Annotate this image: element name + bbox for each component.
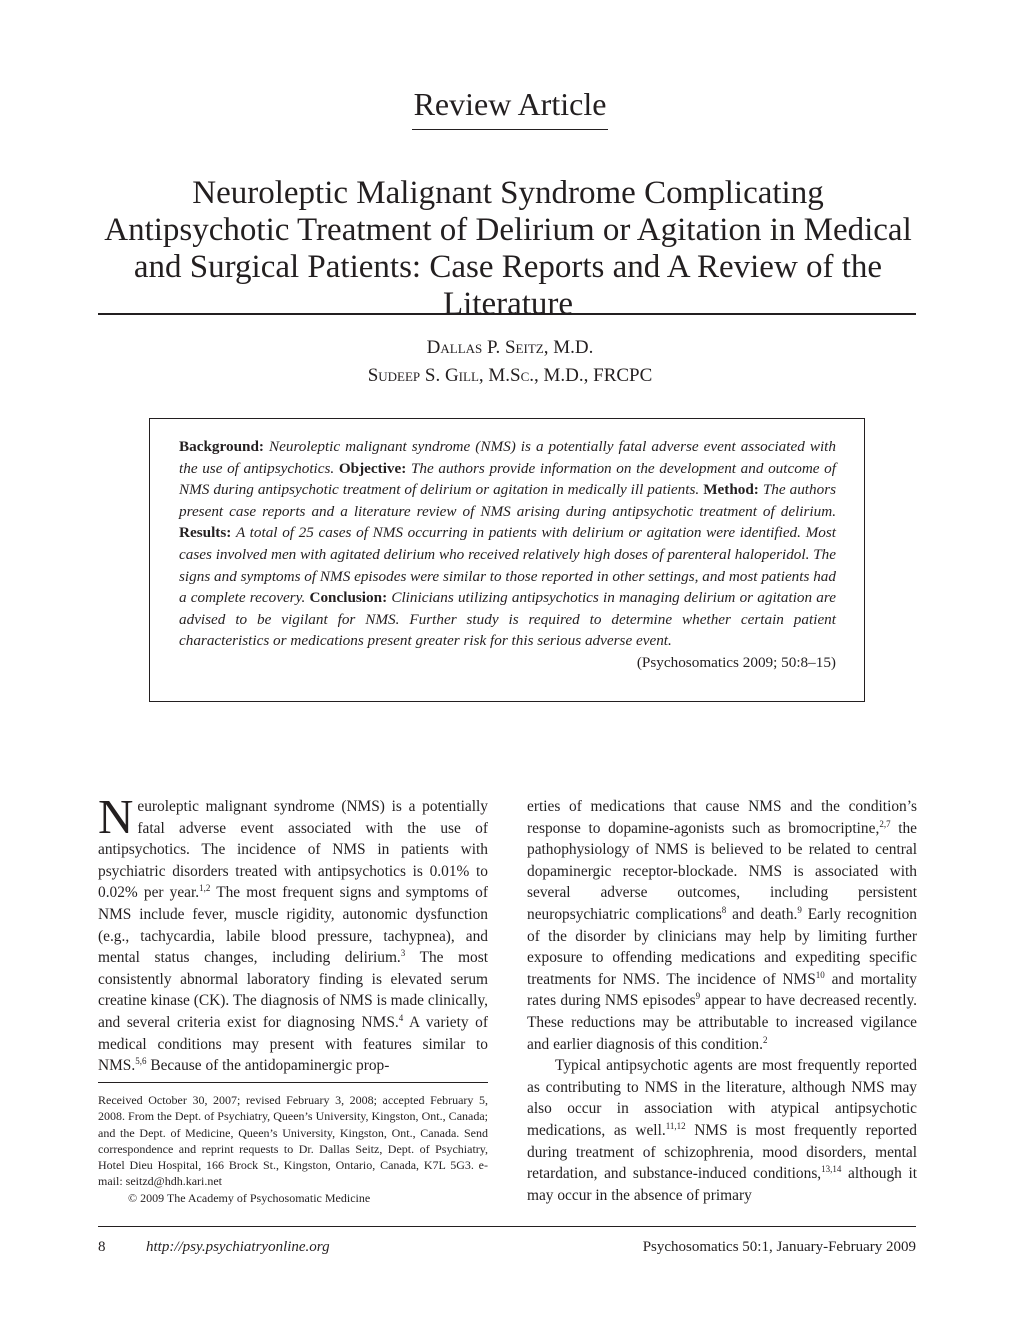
citation-ref: 13,14 (821, 1164, 842, 1175)
article-footnote (98, 1092, 488, 1206)
page-number: 8 (98, 1239, 106, 1255)
text-run: The most frequent signs and symptoms of NMS include fever, muscle rigidity, autonomic dysfunction (e.g., tachycardia, labile blood pressure, tachypnea), and mental status changes, including delirium. (98, 884, 488, 967)
journal-issue: Psychosomatics 50:1, January-February 2009 (642, 1239, 916, 1255)
text-run: Because of the antidopaminergic prop- (146, 1057, 390, 1075)
abstract-citation: (Psychosomatics 2009; 50:8–15) (636, 653, 836, 671)
author-list (0, 334, 1020, 390)
abstract-results-label: Results: (179, 524, 232, 542)
footnote-divider (98, 1082, 488, 1083)
abstract-objective-text: The authors provide information on the development and outcome of NMS during antipsychotic treatment of delirium or agitation in medically ill patients. (179, 459, 836, 499)
text-run: A variety of medical conditions may present with features similar to NMS. (98, 1013, 488, 1075)
citation-ref: 2 (762, 1034, 768, 1045)
abstract-box (149, 418, 865, 702)
text-run: appear to have decreased recently. These reductions may be attributable to increased vigilance and earlier diagnosis of this condition. (527, 992, 918, 1053)
body-column-right (527, 796, 917, 1206)
citation-ref: 3 (400, 948, 406, 959)
author-2: Sudeep S. Gill, M.Sc., M.D., FRCPC (367, 365, 653, 386)
journal-url-link[interactable]: http://psy.psychiatryonline.org (146, 1239, 330, 1255)
abstract-text (179, 436, 836, 652)
citation-ref: 11,12 (665, 1120, 686, 1131)
body-paragraph (527, 796, 917, 1055)
section-label-text: Review Article (412, 84, 609, 130)
abstract-objective-label: Objective: (338, 459, 407, 477)
author-1: Dallas P. Seitz, M.D. (426, 337, 594, 358)
text-run: Typical antipsychotic agents are most frequently reported as contributing to NMS in the literature, although NMS may also occur in association with atypical antipsychotic medications, as well. (527, 1057, 917, 1139)
citation-ref: 4 (398, 1012, 404, 1023)
article-title: Neuroleptic Malignant Syndrome Complicating Antipsychotic Treatment of Delirium or Agitation in Medical and Surgical Patients: Case Reports and A Review of the Literature (104, 175, 912, 322)
abstract-results-text: A total of 25 cases of NMS occurring in patients with delirium or agitation were identified. Most cases involved men with agitated delirium who received relatively high doses of parenteral haloperidol. The signs and symptoms of NMS episodes were similar to those reported in other settings, and most patients had a complete recovery. (179, 524, 837, 607)
abstract-conclusion-text: Clinicians utilizing antipsychotics in managing delirium or agitation are advised to be vigilant for NMS. Further study is required to determine whether certain patient characteristics or medications present greater risk for this serious adverse event. (179, 589, 836, 650)
section-label (0, 84, 1020, 130)
title-divider (98, 313, 916, 315)
text-run: euroleptic malignant syndrome (NMS) is a potentially fatal adverse event associated with the use of antipsychotics. The incidence of NMS in patients with psychiatric disorders treated with antipsychotics is 0.01% to 0.02% per year. (98, 798, 488, 902)
body-paragraph (98, 789, 489, 1077)
citation-ref: 1,2 (199, 883, 211, 894)
footnote-received: Received October 30, 2007; revised February 3, 2008; accepted February 5, 2008. From the Dept. of Psychiatry, Queen’s University, Kingston, Ont., Canada; and the Dept. of Medicine, Queen’s University, Kingston, Ont., Canada. Send correspondence and reprint requests to Dr. Dallas Seitz, Dept. of Psychiatry, Hotel Dieu Hospital, 166 Brock St., Kingston, Ontario, Canada, K7L 5G3. e-mail: seitzd@hdh.kari.net (98, 1093, 488, 1189)
abstract-method-label: Method: (703, 481, 759, 499)
abstract-background-text: Neuroleptic malignant syndrome (NMS) is a potentially fatal adverse event associated with the use of antipsychotics. (179, 438, 836, 477)
citation-ref: 8 (721, 904, 727, 915)
text-run: although it may occur in the absence of primary (527, 1165, 918, 1204)
body-paragraph (527, 1055, 917, 1206)
citation-ref: 9 (695, 991, 701, 1002)
text-run: and mortality rates during NMS episodes (527, 970, 917, 1010)
text-run: The most consistently abnormal laboratory finding is elevated serum creatine kinase (CK). The diagnosis of NMS is made clinically, and several criteria exist for diagnosing NMS. (98, 949, 489, 1031)
footer-divider (98, 1226, 916, 1227)
drop-cap: N (98, 789, 134, 844)
body-column-left (98, 789, 489, 1077)
text-run: the pathophysiology of NMS is believed to be related to central dopaminergic receptor-blockade. NMS is associated with several adverse outcomes, including persistent neuropsychiatric complications (527, 819, 917, 923)
text-run: NMS is most frequently reported during treatment of schizophrenia, mood disorders, mental retardation, and substance-induced conditions, (527, 1121, 917, 1183)
abstract-method-text: The authors present case reports and a literature review of NMS arising during antipsychotic treatment of delirium. (179, 481, 837, 520)
text-run: and death. (726, 905, 798, 923)
citation-ref: 9 (797, 904, 802, 915)
citation-ref: 10 (815, 969, 825, 980)
citation-ref: 5,6 (135, 1056, 147, 1067)
abstract-background-label: Background: (179, 438, 264, 455)
text-run: Early recognition of the disorder by clinicians may help by limiting further exposure to offending medications and expediting specific treatments for NMS. The incidence of NMS (527, 905, 917, 988)
footnote-copyright: © 2009 The Academy of Psychosomatic Medicine (128, 1190, 371, 1205)
abstract-conclusion-label: Conclusion: (309, 589, 388, 607)
citation-ref: 2,7 (879, 818, 891, 829)
text-run: erties of medications that cause NMS and the condition’s response to dopamine-agonists such as bromocriptine, (527, 798, 917, 837)
